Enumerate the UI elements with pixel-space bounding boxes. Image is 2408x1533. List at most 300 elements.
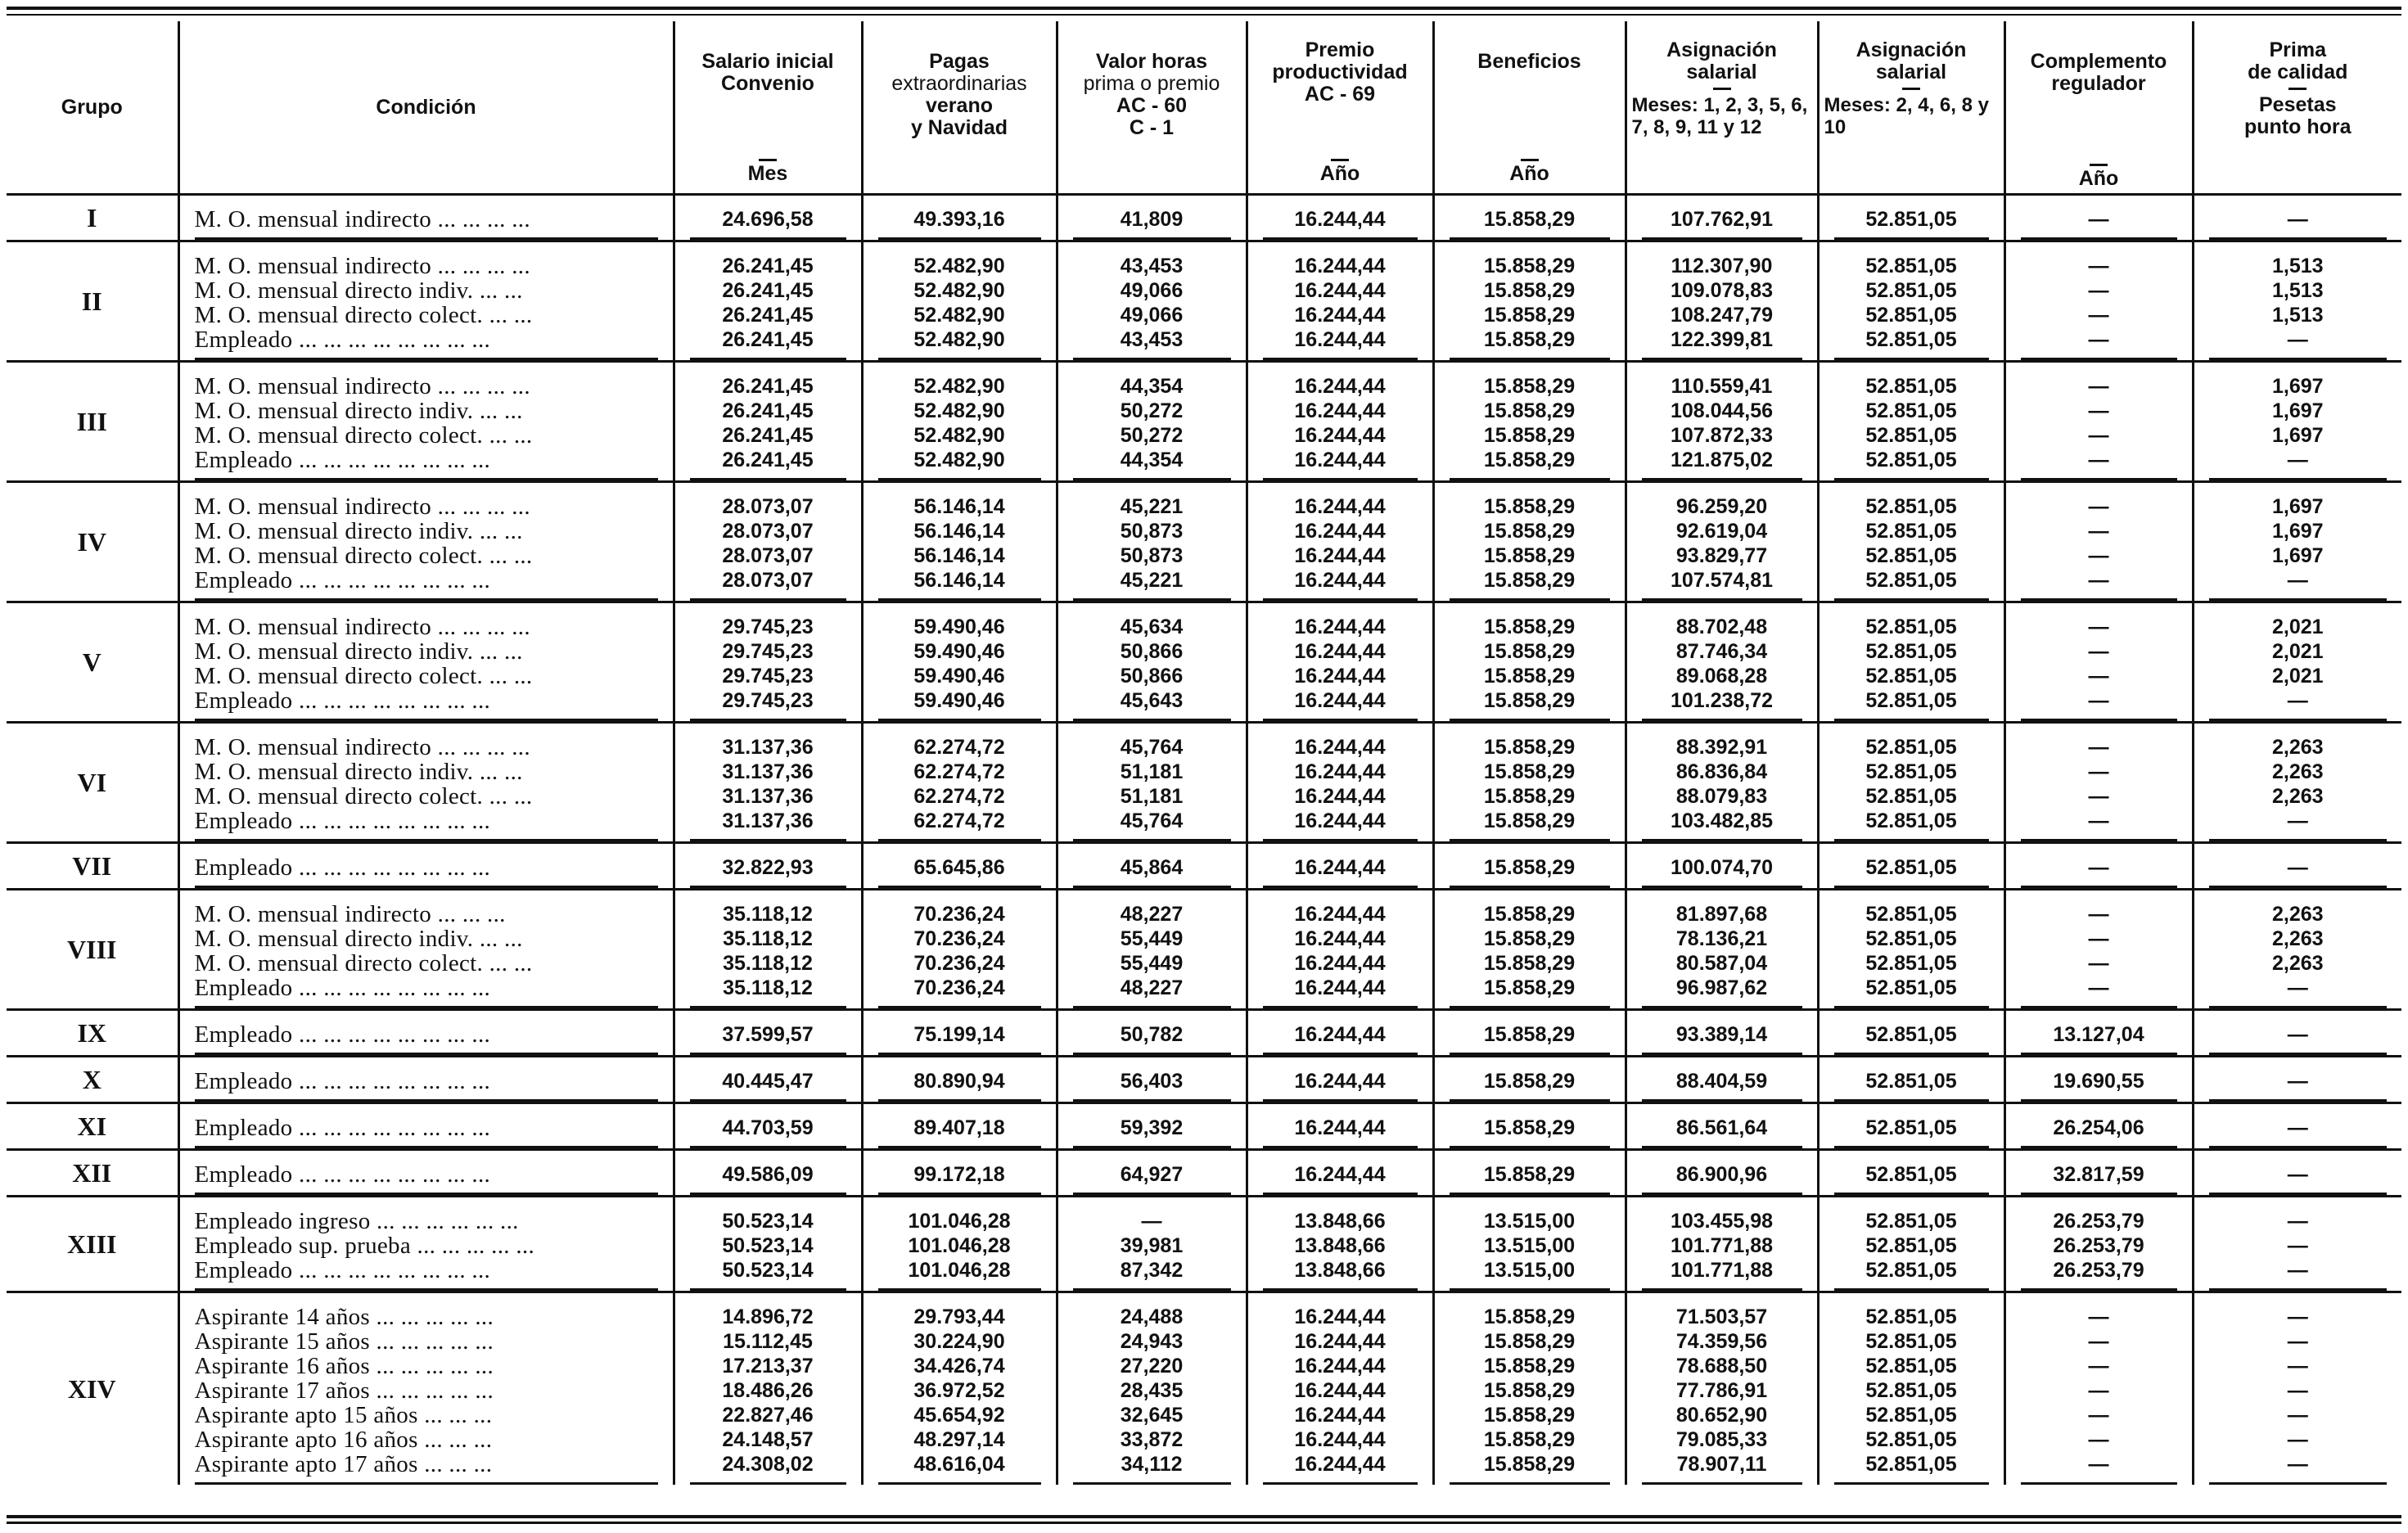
prima-value: — xyxy=(2287,1428,2308,1451)
prima-value: 2,263 xyxy=(2271,952,2324,975)
header-premio-dash xyxy=(1331,159,1349,161)
salario-cell xyxy=(674,1057,862,1103)
asignacion-2-value: 52.851,05 xyxy=(1865,1404,1957,1427)
pagas-value: 36.972,52 xyxy=(913,1379,1005,1402)
header-premio-unit: Año xyxy=(1319,162,1360,185)
asignacion-1-value: 108.044,56 xyxy=(1670,399,1774,422)
asignacion-1-value: 110.559,41 xyxy=(1671,375,1773,398)
pagas-cell xyxy=(862,1010,1057,1057)
beneficios-value: 15.858,29 xyxy=(1483,399,1576,422)
header-prima-line1: Prima xyxy=(2269,38,2326,61)
prima-value: 2,263 xyxy=(2271,760,2324,783)
complemento-cell xyxy=(2004,1292,2193,1486)
beneficios-cell xyxy=(1433,723,1626,843)
asignacion-1-cell xyxy=(1626,723,1818,843)
complemento-cell xyxy=(2004,890,2193,1010)
asignacion-1-cell xyxy=(1626,1197,1818,1292)
complemento-value: — xyxy=(2088,1379,2109,1402)
asignacion-1-value: 92.619,04 xyxy=(1675,520,1768,543)
pagas-value: 52.482,90 xyxy=(913,424,1005,447)
pagas-value: 52.482,90 xyxy=(913,399,1005,422)
asignacion-2-cell xyxy=(1818,195,2004,241)
premio-value: 16.244,44 xyxy=(1294,1023,1386,1046)
asignacion-2-value: 52.851,05 xyxy=(1865,760,1957,783)
asignacion-2-value: 52.851,05 xyxy=(1865,328,1957,351)
complemento-value: — xyxy=(2088,375,2109,398)
salario-value: 49.586,09 xyxy=(722,1163,814,1186)
complemento-value: — xyxy=(2088,1428,2109,1451)
salario-value: 29.745,23 xyxy=(722,689,814,712)
prima-value: — xyxy=(2287,1330,2308,1353)
asignacion-2-value: 52.851,05 xyxy=(1865,927,1957,950)
grupo-cell: IX xyxy=(7,1010,178,1057)
beneficios-cell xyxy=(1433,602,1626,723)
premio-value: 16.244,44 xyxy=(1294,375,1386,398)
condicion-value: Aspirante apto 15 años ... ... ... xyxy=(194,1403,493,1427)
prima-cell xyxy=(2193,1103,2401,1150)
asignacion-2-value: 52.851,05 xyxy=(1865,1163,1957,1186)
salario-value: 35.118,12 xyxy=(723,952,813,975)
condicion-cell xyxy=(178,1150,674,1197)
premio-value: 16.244,44 xyxy=(1294,544,1386,567)
header-condicion xyxy=(178,21,674,195)
asignacion-1-cell xyxy=(1626,602,1818,723)
beneficios-cell xyxy=(1433,890,1626,1010)
asignacion-1-value: 96.259,20 xyxy=(1675,495,1768,518)
premio-value: 16.244,44 xyxy=(1294,1305,1386,1328)
pagas-value: 75.199,14 xyxy=(913,1023,1005,1046)
pagas-value: 59.490,46 xyxy=(913,689,1005,712)
asignacion-2-cell xyxy=(1818,1010,2004,1057)
valor-horas-value: 44,354 xyxy=(1120,449,1184,471)
premio-value: 16.244,44 xyxy=(1294,976,1386,999)
table-row xyxy=(7,195,2401,241)
asignacion-2-value: 52.851,05 xyxy=(1865,208,1957,231)
premio-value: 13.848,66 xyxy=(1294,1210,1386,1233)
asignacion-1-value: 78.136,21 xyxy=(1675,927,1768,950)
asignacion-1-value: 89.068,28 xyxy=(1675,665,1768,688)
complemento-cell xyxy=(2004,723,2193,843)
condicion-value: Empleado ... ... ... ... ... ... ... ... xyxy=(194,1022,491,1047)
pagas-cell xyxy=(862,890,1057,1010)
asignacion-1-cell xyxy=(1626,1057,1818,1103)
prima-value: 1,697 xyxy=(2271,424,2324,447)
asignacion-1-value: 77.786,91 xyxy=(1675,1379,1768,1402)
pagas-value: 70.236,24 xyxy=(913,927,1005,950)
asignacion-2-cell xyxy=(1818,1103,2004,1150)
complemento-value: — xyxy=(2088,279,2109,302)
valor-horas-value: 45,634 xyxy=(1120,615,1184,638)
asignacion-2-value: 52.851,05 xyxy=(1865,544,1957,567)
condicion-value: M. O. mensual directo colect. ... ... xyxy=(194,951,533,976)
complemento-value: 26.253,79 xyxy=(2053,1210,2144,1233)
premio-value: 16.244,44 xyxy=(1294,399,1386,422)
premio-value: 16.244,44 xyxy=(1294,760,1386,783)
premio-value: 16.244,44 xyxy=(1294,279,1386,302)
valor-horas-value: 27,220 xyxy=(1120,1355,1184,1377)
complemento-value: — xyxy=(2088,760,2109,783)
complemento-cell xyxy=(2004,602,2193,723)
premio-cell xyxy=(1247,1010,1433,1057)
premio-value: 16.244,44 xyxy=(1294,856,1386,879)
condicion-cell xyxy=(178,1103,674,1150)
premio-value: 16.244,44 xyxy=(1294,449,1386,471)
valor-horas-value: — xyxy=(1141,1210,1162,1233)
grupo-cell: II xyxy=(7,241,178,362)
complemento-value: — xyxy=(2088,689,2109,712)
asignacion-1-value: 100.074,70 xyxy=(1670,856,1774,879)
salario-value: 50.523,14 xyxy=(722,1210,814,1233)
valor-horas-value: 41,809 xyxy=(1120,208,1184,231)
premio-value: 16.244,44 xyxy=(1294,665,1386,688)
condicion-value: Empleado ... ... ... ... ... ... ... ... xyxy=(194,976,491,1000)
condicion-value: M. O. mensual directo indiv. ... ... xyxy=(194,278,523,303)
pagas-value: 70.236,24 xyxy=(913,952,1005,975)
asignacion-1-cell xyxy=(1626,890,1818,1010)
asignacion-1-value: 71.503,57 xyxy=(1675,1305,1768,1328)
pagas-value: 56.146,14 xyxy=(913,569,1005,592)
condicion-value: Aspirante 15 años ... ... ... ... ... xyxy=(194,1329,494,1354)
header-asig1-line2: salarial xyxy=(1686,61,1757,83)
grupo-cell: I xyxy=(7,195,178,241)
complemento-value: — xyxy=(2088,615,2109,638)
asignacion-1-cell xyxy=(1626,843,1818,890)
header-beneficios-unit: Año xyxy=(1509,162,1549,185)
prima-cell xyxy=(2193,1197,2401,1292)
pagas-value: 52.482,90 xyxy=(913,279,1005,302)
valor-horas-value: 50,272 xyxy=(1120,424,1184,447)
table-row xyxy=(7,482,2401,602)
table-row xyxy=(7,362,2401,482)
prima-value: 1,697 xyxy=(2271,544,2324,567)
condicion-value: Empleado ... ... ... ... ... ... ... ... xyxy=(194,1162,491,1187)
premio-value: 16.244,44 xyxy=(1294,927,1386,950)
salario-value: 26.241,45 xyxy=(722,328,814,351)
table-row xyxy=(7,890,2401,1010)
condicion-value: Empleado ... ... ... ... ... ... ... ... xyxy=(194,448,491,472)
valor-horas-value: 48,227 xyxy=(1120,903,1184,926)
beneficios-value: 15.858,29 xyxy=(1483,544,1576,567)
header-valor-line2: prima o premio xyxy=(1083,72,1220,95)
salario-value: 18.486,26 xyxy=(722,1379,814,1402)
valor-horas-value: 50,873 xyxy=(1120,544,1184,567)
condicion-value: Empleado ... ... ... ... ... ... ... ... xyxy=(194,809,491,833)
complemento-cell xyxy=(2004,362,2193,482)
pagas-value: 89.407,18 xyxy=(913,1116,1005,1139)
header-complemento-line1: Complemento xyxy=(2030,50,2167,73)
beneficios-value: 15.858,29 xyxy=(1483,1428,1576,1451)
asignacion-2-value: 52.851,05 xyxy=(1865,785,1957,808)
asignacion-2-value: 52.851,05 xyxy=(1865,615,1957,638)
asignacion-1-cell xyxy=(1626,1150,1818,1197)
premio-cell xyxy=(1247,482,1433,602)
asignacion-2-value: 52.851,05 xyxy=(1865,495,1957,518)
valor-horas-value: 43,453 xyxy=(1120,328,1184,351)
grupo-cell: VIII xyxy=(7,890,178,1010)
complemento-value: — xyxy=(2088,424,2109,447)
asignacion-2-value: 52.851,05 xyxy=(1865,1259,1957,1282)
pagas-cell xyxy=(862,1057,1057,1103)
condicion-value: M. O. mensual directo indiv. ... ... xyxy=(194,519,523,543)
complemento-value: — xyxy=(2088,927,2109,950)
premio-cell xyxy=(1247,1103,1433,1150)
premio-cell xyxy=(1247,1057,1433,1103)
prima-value: — xyxy=(2287,1210,2308,1233)
asignacion-1-value: 88.404,59 xyxy=(1675,1070,1768,1093)
pagas-value: 56.146,14 xyxy=(913,495,1005,518)
prima-value: 1,697 xyxy=(2271,520,2324,543)
complemento-cell xyxy=(2004,1150,2193,1197)
condicion-value: M. O. mensual directo colect. ... ... xyxy=(194,784,533,809)
pagas-value: 59.490,46 xyxy=(913,665,1005,688)
pagas-value: 62.274,72 xyxy=(913,809,1005,832)
condicion-value: M. O. mensual directo indiv. ... ... xyxy=(194,399,523,423)
prima-value: — xyxy=(2287,689,2308,712)
condicion-value: Empleado sup. prueba ... ... ... ... ... xyxy=(194,1233,535,1258)
asignacion-2-value: 52.851,05 xyxy=(1865,1234,1957,1257)
table-row xyxy=(7,1057,2401,1103)
prima-cell xyxy=(2193,602,2401,723)
beneficios-value: 15.858,29 xyxy=(1483,927,1576,950)
pagas-value: 62.274,72 xyxy=(913,760,1005,783)
valor-horas-value: 49,066 xyxy=(1120,304,1184,327)
salario-value: 14.896,72 xyxy=(722,1305,814,1328)
pagas-value: 80.890,94 xyxy=(913,1070,1005,1093)
condicion-value: Empleado ... ... ... ... ... ... ... ... xyxy=(194,568,491,593)
premio-value: 16.244,44 xyxy=(1294,304,1386,327)
prima-value: 2,021 xyxy=(2271,665,2324,688)
pagas-value: 34.426,74 xyxy=(913,1355,1005,1377)
beneficios-value: 15.858,29 xyxy=(1483,520,1576,543)
prima-cell xyxy=(2193,362,2401,482)
condicion-value: Empleado ... ... ... ... ... ... ... ... xyxy=(194,1069,491,1093)
complemento-value: — xyxy=(2088,208,2109,231)
beneficios-cell xyxy=(1433,195,1626,241)
prima-cell xyxy=(2193,843,2401,890)
prima-value: — xyxy=(2287,1453,2308,1476)
beneficios-value: 15.858,29 xyxy=(1483,1023,1576,1046)
beneficios-value: 15.858,29 xyxy=(1483,760,1576,783)
beneficios-value: 15.858,29 xyxy=(1483,1116,1576,1139)
asignacion-2-cell xyxy=(1818,602,2004,723)
table-body xyxy=(7,195,2401,1486)
asignacion-2-value: 52.851,05 xyxy=(1865,689,1957,712)
table-row xyxy=(7,843,2401,890)
condicion-value: Empleado ... ... ... ... ... ... ... ... xyxy=(194,327,491,352)
valor-horas-cell xyxy=(1057,723,1247,843)
asignacion-1-value: 93.829,77 xyxy=(1675,544,1768,567)
salario-cell xyxy=(674,195,862,241)
valor-horas-value: 59,392 xyxy=(1120,1116,1184,1139)
asignacion-1-value: 93.389,14 xyxy=(1675,1023,1768,1046)
prima-value: 1,513 xyxy=(2271,304,2324,327)
header-prima-unit-line1: Pesetas xyxy=(2258,93,2337,116)
condicion-value: M. O. mensual indirecto ... ... ... ... xyxy=(194,735,530,760)
condicion-value: Empleado ingreso ... ... ... ... ... ... xyxy=(194,1209,519,1233)
pagas-value: 52.482,90 xyxy=(913,375,1005,398)
beneficios-value: 15.858,29 xyxy=(1483,449,1576,471)
header-asig1-meses: Meses: 1, 2, 3, 5, 6, 7, 8, 9, 11 y 12 xyxy=(1631,94,1808,138)
pagas-cell xyxy=(862,602,1057,723)
valor-horas-cell xyxy=(1057,362,1247,482)
header-valor-line4: C - 1 xyxy=(1129,116,1175,139)
premio-value: 16.244,44 xyxy=(1294,328,1386,351)
asignacion-1-cell xyxy=(1626,241,1818,362)
beneficios-value: 15.858,29 xyxy=(1483,255,1576,277)
salario-value: 31.137,36 xyxy=(722,760,814,783)
pagas-cell xyxy=(862,1197,1057,1292)
header-asig2-dash xyxy=(1902,88,1920,90)
beneficios-value: 15.858,29 xyxy=(1483,785,1576,808)
condicion-value: Aspirante 17 años ... ... ... ... ... xyxy=(194,1378,494,1403)
valor-horas-value: 50,272 xyxy=(1120,399,1184,422)
header-pagas-line4: y Navidad xyxy=(910,116,1008,139)
condicion-cell xyxy=(178,843,674,890)
asignacion-1-value: 107.762,91 xyxy=(1670,208,1774,231)
asignacion-1-value: 107.872,33 xyxy=(1670,424,1774,447)
valor-horas-cell xyxy=(1057,1150,1247,1197)
condicion-value: Empleado ... ... ... ... ... ... ... ... xyxy=(194,1116,491,1140)
asignacion-1-cell xyxy=(1626,482,1818,602)
complemento-cell xyxy=(2004,1197,2193,1292)
complemento-value: — xyxy=(2088,1453,2109,1476)
pagas-value: 101.046,28 xyxy=(908,1259,1011,1282)
condicion-value: Empleado ... ... ... ... ... ... ... ... xyxy=(194,855,491,880)
asignacion-2-value: 52.851,05 xyxy=(1865,1305,1957,1328)
asignacion-2-value: 52.851,05 xyxy=(1865,255,1957,277)
asignacion-1-value: 87.746,34 xyxy=(1675,640,1768,663)
premio-value: 16.244,44 xyxy=(1294,785,1386,808)
header-asig1-line1: Asignación xyxy=(1666,38,1777,61)
pagas-value: 99.172,18 xyxy=(913,1163,1005,1186)
premio-value: 16.244,44 xyxy=(1294,903,1386,926)
grupo-cell: XIV xyxy=(7,1292,178,1486)
premio-value: 16.244,44 xyxy=(1294,640,1386,663)
asignacion-1-value: 80.587,04 xyxy=(1675,952,1768,975)
grupo-cell: III xyxy=(7,362,178,482)
salario-value: 31.137,36 xyxy=(722,809,814,832)
valor-horas-cell xyxy=(1057,843,1247,890)
premio-value: 16.244,44 xyxy=(1294,1355,1386,1377)
asignacion-1-value: 103.482,85 xyxy=(1670,809,1774,832)
salario-value: 50.523,14 xyxy=(722,1234,814,1257)
complemento-value: 32.817,59 xyxy=(2053,1163,2144,1186)
prima-value: — xyxy=(2287,1355,2308,1377)
condicion-cell xyxy=(178,482,674,602)
beneficios-value: 15.858,29 xyxy=(1483,952,1576,975)
asignacion-1-value: 79.085,33 xyxy=(1675,1428,1768,1451)
pagas-value: 101.046,28 xyxy=(908,1210,1011,1233)
asignacion-1-value: 101.771,88 xyxy=(1670,1234,1774,1257)
complemento-value: — xyxy=(2088,809,2109,832)
complemento-cell xyxy=(2004,1103,2193,1150)
premio-value: 16.244,44 xyxy=(1294,615,1386,638)
salario-cell xyxy=(674,1010,862,1057)
asignacion-1-value: 86.561,64 xyxy=(1675,1116,1768,1139)
salario-value: 35.118,12 xyxy=(723,927,813,950)
asignacion-1-value: 108.247,79 xyxy=(1670,304,1774,327)
table-row xyxy=(7,1197,2401,1292)
salario-cell xyxy=(674,890,862,1010)
valor-horas-value: 45,764 xyxy=(1120,736,1184,759)
prima-value: — xyxy=(2287,1379,2308,1402)
condicion-value: Empleado ... ... ... ... ... ... ... ... xyxy=(194,688,491,713)
pagas-cell xyxy=(862,482,1057,602)
header-valor-horas xyxy=(1057,21,1247,195)
condicion-value: M. O. mensual indirecto ... ... ... ... xyxy=(194,207,530,232)
condicion-cell xyxy=(178,602,674,723)
salario-cell xyxy=(674,362,862,482)
header-complemento-unit: Año xyxy=(2078,167,2119,190)
complemento-value: — xyxy=(2088,856,2109,879)
header-pagas-line3: verano xyxy=(926,94,993,117)
valor-horas-value: 64,927 xyxy=(1120,1163,1184,1186)
salario-value: 37.599,57 xyxy=(722,1023,814,1046)
valor-horas-cell xyxy=(1057,482,1247,602)
beneficios-value: 15.858,29 xyxy=(1483,689,1576,712)
condicion-cell xyxy=(178,1010,674,1057)
asignacion-2-value: 52.851,05 xyxy=(1865,424,1957,447)
complemento-value: — xyxy=(2088,328,2109,351)
prima-value: 1,513 xyxy=(2271,279,2324,302)
asignacion-2-value: 52.851,05 xyxy=(1865,279,1957,302)
valor-horas-value: 33,872 xyxy=(1120,1428,1184,1451)
table-row xyxy=(7,1103,2401,1150)
beneficios-value: 15.858,29 xyxy=(1483,304,1576,327)
grupo-cell: X xyxy=(7,1057,178,1103)
premio-value: 16.244,44 xyxy=(1294,495,1386,518)
salario-cell xyxy=(674,1150,862,1197)
pagas-value: 56.146,14 xyxy=(913,544,1005,567)
header-complemento xyxy=(2004,21,2193,195)
complemento-value: — xyxy=(2088,976,2109,999)
asignacion-2-value: 52.851,05 xyxy=(1865,809,1957,832)
valor-horas-value: 56,403 xyxy=(1120,1070,1184,1093)
header-asig1-dash xyxy=(1713,88,1731,90)
condicion-value: M. O. mensual directo colect. ... ... xyxy=(194,423,533,448)
complemento-value: — xyxy=(2088,449,2109,471)
salario-cell xyxy=(674,602,862,723)
asignacion-1-value: 88.392,91 xyxy=(1675,736,1768,759)
valor-horas-value: 45,221 xyxy=(1120,569,1184,592)
salario-value: 17.213,37 xyxy=(722,1355,814,1377)
prima-cell xyxy=(2193,482,2401,602)
complemento-value: 26.254,06 xyxy=(2053,1116,2144,1139)
asignacion-1-cell xyxy=(1626,1292,1818,1486)
header-salario-dash xyxy=(759,159,777,161)
salario-value: 15.112,45 xyxy=(723,1330,813,1353)
salario-cell xyxy=(674,482,862,602)
salario-value: 32.822,93 xyxy=(722,856,814,879)
valor-horas-value: 45,643 xyxy=(1120,689,1184,712)
condicion-value: Aspirante 14 años ... ... ... ... ... xyxy=(194,1305,494,1329)
pagas-value: 29.793,44 xyxy=(913,1305,1005,1328)
valor-horas-cell xyxy=(1057,1010,1247,1057)
asignacion-2-value: 52.851,05 xyxy=(1865,665,1957,688)
beneficios-value: 15.858,29 xyxy=(1483,279,1576,302)
header-asig2-line2: salarial xyxy=(1875,61,1947,83)
beneficios-value: 15.858,29 xyxy=(1483,1330,1576,1353)
asignacion-2-value: 52.851,05 xyxy=(1865,399,1957,422)
pagas-value: 49.393,16 xyxy=(913,208,1005,231)
complemento-value: — xyxy=(2088,520,2109,543)
valor-horas-value: 51,181 xyxy=(1120,785,1184,808)
bottom-double-rule-inner xyxy=(7,1522,2401,1524)
table-row xyxy=(7,602,2401,723)
premio-cell xyxy=(1247,723,1433,843)
header-beneficios-label: Beneficios xyxy=(1477,50,1581,73)
pagas-value: 65.645,86 xyxy=(913,856,1005,879)
